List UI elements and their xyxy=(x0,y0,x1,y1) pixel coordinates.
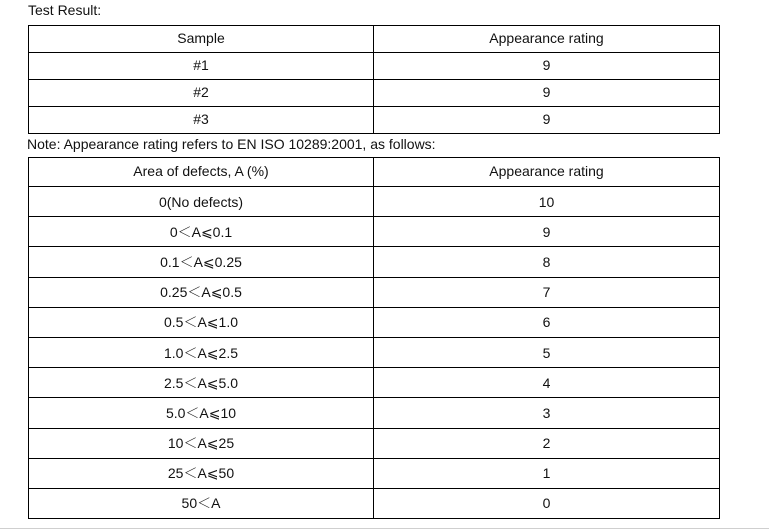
table-row xyxy=(29,217,720,247)
table-row xyxy=(29,307,720,337)
table-row xyxy=(29,458,720,488)
page-edge-divider xyxy=(0,528,769,529)
column-header-sample: Sample xyxy=(29,26,374,53)
rating-cell: 0 xyxy=(374,488,720,518)
table-row xyxy=(29,107,720,134)
test-result-heading: Test Result: xyxy=(28,2,102,18)
table-row xyxy=(29,398,720,428)
rating-cell: 8 xyxy=(374,247,720,277)
sample-cell: #1 xyxy=(29,53,374,80)
table-row xyxy=(29,187,720,217)
table-row xyxy=(29,428,720,458)
sample-cell: #3 xyxy=(29,107,374,134)
table-row xyxy=(29,488,720,518)
column-header-appearance-rating: Appearance rating xyxy=(374,26,720,53)
rating-cell: 10 xyxy=(374,187,720,217)
defect-area-cell: 5.0＜A⩽10 xyxy=(29,398,374,428)
table-header-row xyxy=(29,158,720,187)
rating-cell: 6 xyxy=(374,307,720,337)
table-row xyxy=(29,80,720,107)
rating-cell: 9 xyxy=(374,80,720,107)
rating-cell: 4 xyxy=(374,368,720,398)
defect-area-cell: 25＜A⩽50 xyxy=(29,458,374,488)
defect-area-cell: 0.25＜A⩽0.5 xyxy=(29,277,374,307)
table-row xyxy=(29,368,720,398)
defect-area-cell: 50＜A xyxy=(29,488,374,518)
defect-area-cell: 0.5＜A⩽1.0 xyxy=(29,307,374,337)
rating-cell: 5 xyxy=(374,337,720,367)
column-header-appearance-rating: Appearance rating xyxy=(374,158,720,187)
defect-area-cell: 2.5＜A⩽5.0 xyxy=(29,368,374,398)
table-row xyxy=(29,277,720,307)
defect-area-cell: 1.0＜A⩽2.5 xyxy=(29,337,374,367)
test-result-table xyxy=(28,25,720,134)
rating-cell: 7 xyxy=(374,277,720,307)
standard-reference-note: Note: Appearance rating refers to EN ISO 10289:2001, as follows: xyxy=(27,136,436,152)
column-header-area-of-defects: Area of defects, A (%) xyxy=(29,158,374,187)
rating-cell: 3 xyxy=(374,398,720,428)
defect-area-cell: 10＜A⩽25 xyxy=(29,428,374,458)
rating-scale-table xyxy=(28,157,720,519)
table-row xyxy=(29,337,720,367)
rating-cell: 9 xyxy=(374,107,720,134)
rating-cell: 2 xyxy=(374,428,720,458)
table-row xyxy=(29,247,720,277)
sample-cell: #2 xyxy=(29,80,374,107)
defect-area-cell: 0＜A⩽0.1 xyxy=(29,217,374,247)
rating-cell: 1 xyxy=(374,458,720,488)
rating-cell: 9 xyxy=(374,217,720,247)
rating-cell: 9 xyxy=(374,53,720,80)
table-header-row xyxy=(29,26,720,53)
table-row xyxy=(29,53,720,80)
defect-area-cell: 0.1＜A⩽0.25 xyxy=(29,247,374,277)
defect-area-cell: 0(No defects) xyxy=(29,187,374,217)
